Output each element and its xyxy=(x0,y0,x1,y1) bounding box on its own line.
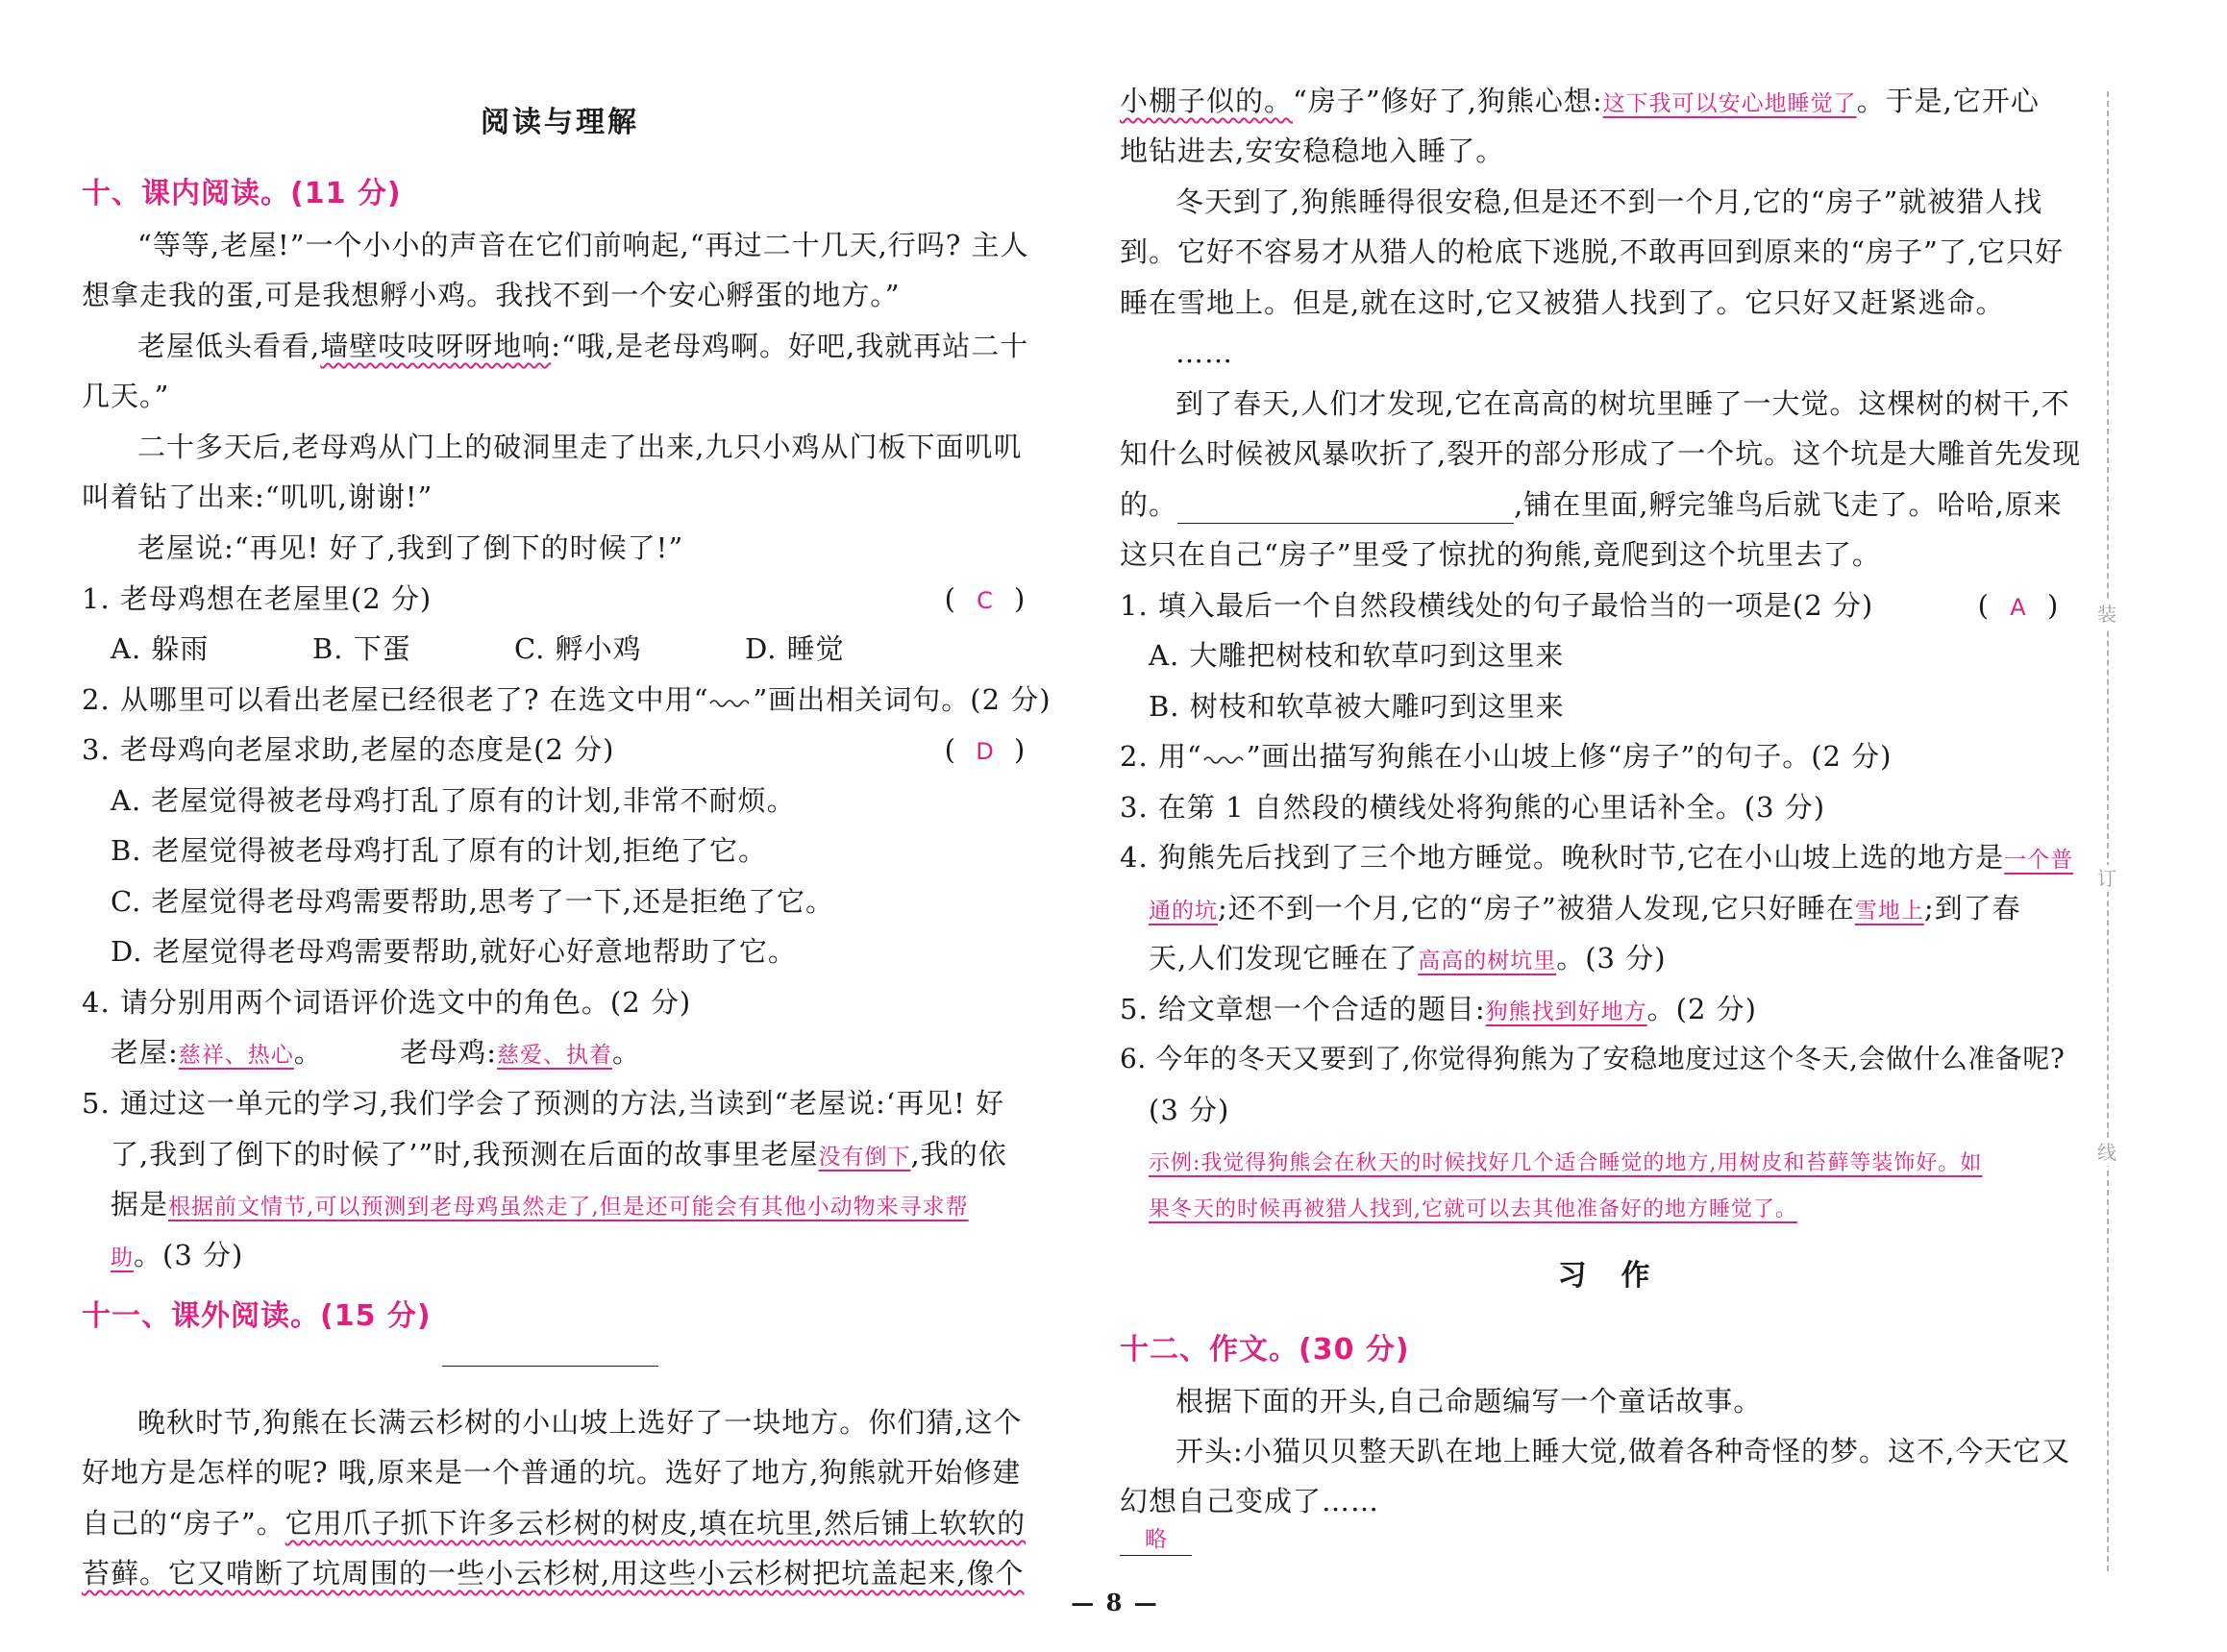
text-run: 。(3 分) xyxy=(1556,942,1667,974)
answer-paren: ( A ) xyxy=(1966,586,2071,627)
option: D. 睡觉 xyxy=(745,632,845,665)
text-run: 。 xyxy=(612,1036,642,1069)
answer-text: 助 xyxy=(111,1245,134,1270)
passage2-line xyxy=(82,1554,1038,1592)
passage2-line: 这只在自己“房子”里受了惊扰的狗熊,竟爬到这个坑里去了。 xyxy=(1120,538,1881,571)
section-11-title: 十一、课外阅读。(15 分) xyxy=(82,1299,432,1333)
answer-choice: A xyxy=(2010,594,2027,621)
option: A. 老屋觉得被老母鸡打乱了原有的计划,非常不耐烦。 xyxy=(111,784,796,817)
role-label: 老屋: xyxy=(111,1036,179,1069)
question-5-line xyxy=(82,1236,1067,1277)
question-stem: 1. 老母鸡想在老屋里(2 分) xyxy=(82,582,433,615)
wavy-underlined-phrase: 它用爪子抓下许多云杉树的树皮,填在坑里,然后铺上软软的 xyxy=(285,1507,1027,1540)
wavy-line-sample xyxy=(1202,737,1247,776)
answer-text: 根据前文情节,可以预测到老母鸡虽然走了,但是还可能会有其他小动物来寻求帮 xyxy=(168,1195,969,1220)
wavy-underlined-phrase: 墙壁吱吱呀呀地响 xyxy=(320,330,552,362)
passage1-line: 想拿走我的蛋,可是我想孵小鸡。我找不到一个安心孵蛋的地方。” xyxy=(82,279,901,311)
text-run: 的。 xyxy=(1120,488,1178,521)
passage2-line: 晚秋时节,狗熊在长满云杉树的小山坡上选好了一块地方。你们猜,这个 xyxy=(137,1406,1023,1439)
answer-text: 通的坑 xyxy=(1149,899,1218,924)
option: A. 躲雨 xyxy=(111,632,210,665)
option: C. 孵小鸡 xyxy=(514,632,642,665)
answer-text: 雪地上 xyxy=(1854,899,1924,924)
text-run: ;到了春 xyxy=(1923,892,2021,925)
passage1-line: 老屋说:“再见! 好了,我到了倒下的时候了!” xyxy=(137,531,684,564)
section-10-title: 十、课内阅读。(11 分) xyxy=(82,177,402,210)
answer-paren: ( C ) xyxy=(932,579,1038,620)
question-2 xyxy=(1120,737,2071,776)
passage2-line: 知什么时候被风暴吹折了,裂开的部分形成了一个坑。这个坑是大雕首先发现 xyxy=(1120,437,2082,470)
section-heading-reading: 阅读与理解 xyxy=(481,106,639,139)
option: D. 老屋觉得老母鸡需要帮助,就好心好意地帮助了它。 xyxy=(111,935,797,968)
answer-text: 一个普 xyxy=(2004,848,2074,873)
answer-choice: C xyxy=(977,587,994,614)
answer-text: 没有倒下 xyxy=(818,1145,911,1170)
wavy-underlined-phrase: 小棚子似的。 xyxy=(1120,85,1294,117)
passage2-line xyxy=(1120,485,2071,524)
question-3 xyxy=(82,730,1038,769)
text-run: ,我的依 xyxy=(910,1138,1007,1171)
question-6-line: (3 分) xyxy=(1149,1094,1230,1126)
option: A. 大雕把树枝和软草叼到这里来 xyxy=(1149,639,1565,672)
text-run: 。 xyxy=(293,1036,323,1069)
ellipsis: …… xyxy=(1175,336,1233,369)
question-2 xyxy=(82,680,1052,719)
question-stem: 1. 填入最后一个自然段横线处的句子最恰当的一项是(2 分) xyxy=(1120,589,1874,622)
text-run: 5. 给文章想一个合适的题目: xyxy=(1120,993,1486,1025)
text-run: :“哦,是老母鸡啊。好吧,我就再站二十 xyxy=(551,330,1029,362)
text-run: 老屋低头看看, xyxy=(137,330,321,362)
answer-text: 高高的树坑里 xyxy=(1418,949,1557,974)
wavy-line-sample xyxy=(708,680,753,719)
page-number: — 8 — xyxy=(1071,1589,1159,1616)
q6-answer xyxy=(1120,1187,2100,1229)
question-1 xyxy=(1120,586,2071,625)
composition-answer: 略 xyxy=(1120,1524,1192,1556)
answer-text: 示例:我觉得狗熊会在秋天的时候找好几个适合睡觉的地方,用树皮和苔藓等装饰好。如 xyxy=(1149,1151,1983,1175)
text-run: 。(2 分) xyxy=(1646,993,1757,1025)
binding-char: 装 xyxy=(2090,601,2124,628)
passage1-line: 二十多天后,老母鸡从门上的破洞里走了出来,九只小鸡从门板下面叽叽 xyxy=(137,431,1023,463)
q4-answers xyxy=(82,1033,1067,1074)
option: B. 树枝和软草被大雕叼到这里来 xyxy=(1149,690,1565,723)
question-1 xyxy=(82,579,1038,618)
passage2-line: 好地方是怎样的呢? 哦,原来是一个普通的坑。选好了地方,狗熊就开始修建 xyxy=(82,1456,1022,1489)
text-run: 天,人们发现它睡在了 xyxy=(1149,942,1419,974)
passage1-line: 几天。” xyxy=(82,380,170,412)
blank-title-line xyxy=(442,1366,658,1367)
text-run: 4. 狗熊先后找到了三个地方睡觉。晚秋时节,它在小山坡上选的地方是 xyxy=(1120,841,2005,874)
question-5-line xyxy=(82,1135,1067,1176)
fill-blank-line xyxy=(1177,494,1514,524)
passage1-line: 叫着钻了出来:“叽叽,谢谢!” xyxy=(82,481,433,513)
question-6: 6. 今年的冬天又要到了,你觉得狗熊为了安稳地度过这个冬天,会做什么准备呢? xyxy=(1120,1043,2066,1074)
passage2-line: 地钻进去,安安稳稳地入睡了。 xyxy=(1120,135,1505,167)
text-run: 自己的“房子”。 xyxy=(82,1507,285,1540)
q6-answer xyxy=(1120,1141,2100,1183)
passage2-line xyxy=(1120,82,2071,123)
answer-text: 果冬天的时候再被猎人找到,它就可以去其他准备好的地方睡觉了。 xyxy=(1149,1197,1797,1221)
passage1-line: “等等,老屋!”一个小小的声音在它们前响起,“再过二十几天,行吗? 主人 xyxy=(137,229,1029,261)
binding-char: 订 xyxy=(2090,865,2124,892)
passage2-line: 到了春天,人们才发现,它在高高的树坑里睡了一大觉。这棵树的树干,不 xyxy=(1175,387,2070,420)
text-run: ,铺在里面,孵完雏鸟后就飞走了。哈哈,原来 xyxy=(1514,488,2063,521)
answer-text: 这下我可以安心地睡觉了 xyxy=(1602,91,1857,116)
text-run: 。(3 分) xyxy=(134,1239,244,1271)
question-4 xyxy=(1120,838,2074,879)
text-run: ”画出相关词句。(2 分) xyxy=(753,683,1052,716)
composition-prompt: 幻想自己变成了…… xyxy=(1120,1485,1380,1517)
text-run: ”画出描写狗熊在小山坡上修“房子”的句子。(2 分) xyxy=(1246,740,1893,773)
passage2-line: 睡在雪地上。但是,就在这时,它又被猎人找到了。它只好又赶紧逃命。 xyxy=(1120,286,2005,319)
answer-text: 狗熊找到好地方 xyxy=(1485,999,1647,1024)
question-4-line xyxy=(1120,889,2100,930)
question-3: 3. 在第 1 自然段的横线处将狗熊的心里话补全。(3 分) xyxy=(1120,791,1826,824)
passage2-line: 冬天到了,狗熊睡得很安稳,但是还不到一个月,它的“房子”就被猎人找 xyxy=(1175,185,2043,218)
text-run: ;还不到一个月,它的“房子”被猎人发现,它只好睡在 xyxy=(1218,892,1855,925)
passage2-line xyxy=(82,1504,1038,1542)
text-run: 。于是,它开心 xyxy=(1856,85,2040,117)
question-stem: 3. 老母鸡向老屋求助,老屋的态度是(2 分) xyxy=(82,733,615,766)
section-heading-writing: 习 作 xyxy=(1557,1259,1653,1293)
question-5-line xyxy=(82,1185,1067,1226)
text-run: 2. 从哪里可以看出老屋已经很老了? 在选文中用“ xyxy=(82,683,709,716)
option: B. 下蛋 xyxy=(312,632,411,665)
answer-text: 慈祥、热心 xyxy=(178,1043,294,1068)
option: C. 老屋觉得老母鸡需要帮助,思考了一下,还是拒绝了它。 xyxy=(111,885,835,918)
question-4-line xyxy=(1120,939,2100,980)
wavy-underlined-phrase: 苔藓。它又啃断了坑周围的一些小云杉树,用这些小云杉树把坑盖起来,像个 xyxy=(82,1557,1025,1590)
answer-text: 慈爱、执着 xyxy=(497,1043,613,1068)
text-run: 了,我到了倒下的时候了’”时,我预测在后面的故事里老屋 xyxy=(111,1138,819,1171)
role-label: 老母鸡: xyxy=(400,1036,498,1069)
binding-char: 线 xyxy=(2090,1139,2124,1166)
question-4: 4. 请分别用两个词语评价选文中的角色。(2 分) xyxy=(82,986,692,1019)
option: B. 老屋觉得被老母鸡打乱了原有的计划,拒绝了它。 xyxy=(111,834,767,867)
composition-prompt: 根据下面的开头,自己命题编写一个童话故事。 xyxy=(1175,1385,1763,1418)
text-run: “房子”修好了,狗熊心想: xyxy=(1293,85,1603,117)
text-run: 2. 用“ xyxy=(1120,740,1202,773)
question-5: 5. 通过这一单元的学习,我们学会了预测的方法,当读到“老屋说:‘再见! 好 xyxy=(82,1087,1005,1120)
binding-dashed-line xyxy=(2107,91,2109,1571)
composition-prompt: 开头:小猫贝贝整天趴在地上睡大觉,做着各种奇怪的梦。这不,今天它又 xyxy=(1175,1435,2071,1467)
text-run: 据是 xyxy=(111,1188,169,1221)
passage1-line xyxy=(82,327,1038,365)
question-5 xyxy=(1120,990,2071,1031)
answer-paren: ( D ) xyxy=(932,730,1038,771)
passage2-line: 到。它好不容易才从猎人的枪底下逃脱,不敢再回到原来的“房子”了,它只好 xyxy=(1120,235,2065,268)
answer-choice: D xyxy=(976,738,995,765)
section-12-title: 十二、作文。(30 分) xyxy=(1120,1333,1410,1367)
